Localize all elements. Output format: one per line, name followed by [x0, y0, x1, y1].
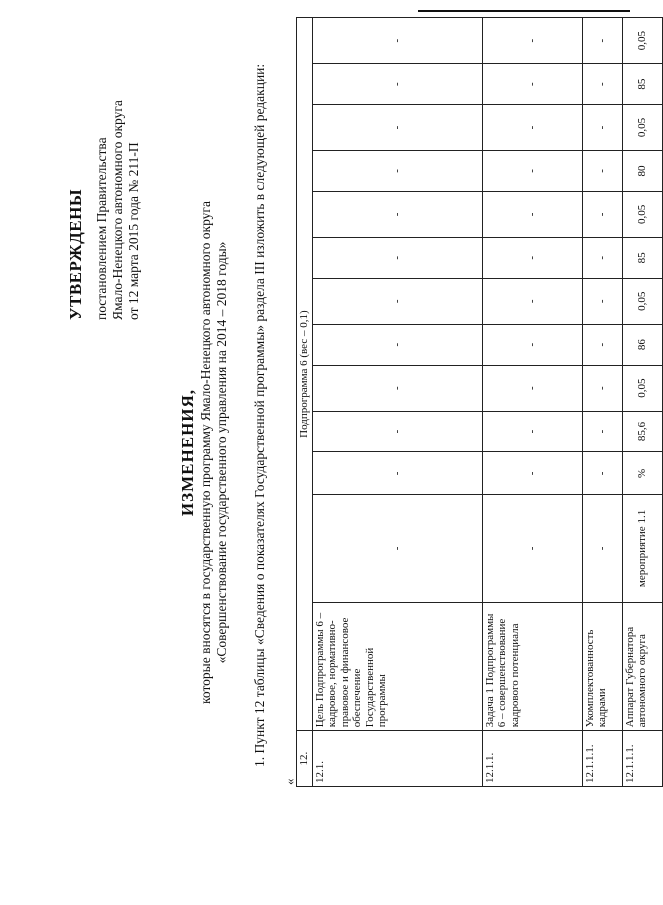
table-row: [622, 18, 662, 787]
table-row: [582, 18, 622, 787]
table-cell: -: [582, 324, 622, 365]
table-cell: -: [312, 495, 482, 602]
table-cell: -: [482, 191, 582, 237]
table-row: [482, 18, 582, 787]
table-cell: 0,05: [622, 104, 662, 150]
table-cell: -: [582, 411, 622, 452]
approved-heading: УТВЕРЖДЕНЫ: [66, 188, 85, 320]
indicator-name: Укомплектованность кадрами: [582, 602, 622, 731]
table-cell: -: [482, 452, 582, 495]
table-cell: -: [312, 278, 482, 324]
table-cell: 86: [622, 324, 662, 365]
table-cell: -: [482, 151, 582, 192]
row-number: 12.1.1.: [482, 731, 582, 787]
table-cell: -: [482, 324, 582, 365]
indicators-table: [296, 17, 663, 787]
table-cell: -: [582, 64, 622, 105]
row-number: 12.1.: [312, 731, 482, 787]
table-cell: 80: [622, 151, 662, 192]
table-cell: 0,05: [622, 278, 662, 324]
table-cell: -: [582, 104, 622, 150]
table-cell: -: [312, 18, 482, 64]
table-cell: -: [482, 18, 582, 64]
indicator-name: Цель Подпрограммы 6 – кадровое, нормативно-правовое и финансовое обеспечение Государственной программы: [312, 602, 482, 731]
decree-line: Ямало-Ненецкого автономного округа: [110, 100, 125, 320]
indicator-name: Задача 1 Подпрограммы 6 – совершенствование кадрового потенциала: [482, 602, 582, 731]
table-cell: -: [312, 411, 482, 452]
table-cell: -: [312, 365, 482, 411]
opening-quote: «: [282, 778, 297, 785]
table-cell: -: [312, 191, 482, 237]
table-cell: 85: [622, 64, 662, 105]
table-cell: -: [312, 324, 482, 365]
indicator-name: Аппарат Губернатора автономного округа: [622, 602, 662, 731]
table-cell: -: [482, 365, 582, 411]
table-row: [312, 18, 482, 787]
table-cell: -: [582, 18, 622, 64]
decree-line: от 12 марта 2015 года № 211-П: [126, 142, 141, 320]
table-cell: -: [482, 411, 582, 452]
table-cell: -: [312, 64, 482, 105]
table-cell: -: [312, 151, 482, 192]
section-title: Подпрограмма 6 (вес – 0,1): [297, 18, 313, 731]
table-cell: -: [482, 495, 582, 602]
table-cell: -: [482, 104, 582, 150]
table-cell: -: [582, 278, 622, 324]
table-cell: -: [312, 104, 482, 150]
decree-reference: [94, 100, 142, 320]
table-cell: 0,05: [622, 365, 662, 411]
table-cell: -: [582, 151, 622, 192]
subtitle-line: которые вносятся в государственную программу Ямало-Ненецкого автономного округа: [198, 201, 213, 704]
table-cell: -: [582, 452, 622, 495]
row-number: 12.1.1.1.: [582, 731, 622, 787]
decree-line: постановлением Правительства: [94, 137, 109, 320]
table-cell: 85: [622, 237, 662, 278]
table-cell: -: [482, 237, 582, 278]
amendment-text: 1. Пункт 12 таблицы «Сведения о показателях Государственной программы» раздела III изложить в следующей редакции:: [252, 63, 267, 767]
table-cell: 0,05: [622, 18, 662, 64]
document-title: ИЗМЕНЕНИЯ,: [178, 388, 197, 517]
table-cell: -: [482, 64, 582, 105]
table-cell: мероприятие 1.1: [622, 495, 662, 602]
table-cell: -: [582, 365, 622, 411]
row-number: 12.: [297, 731, 313, 787]
table-cell: -: [482, 278, 582, 324]
table-row: [297, 18, 313, 787]
row-number: 12.1.1.1.: [622, 731, 662, 787]
table-cell: -: [582, 237, 622, 278]
table-cell: -: [312, 237, 482, 278]
table-cell: -: [312, 452, 482, 495]
table-cell: 85,6: [622, 411, 662, 452]
amendment-paragraph: [252, 25, 267, 785]
table-cell: %: [622, 452, 662, 495]
document-subtitle: [198, 0, 230, 905]
table-cell: -: [582, 191, 622, 237]
table-cell: 0,05: [622, 191, 662, 237]
table-cell: -: [582, 495, 622, 602]
subtitle-line: «Совершенствование государственного управления на 2014 – 2018 годы»: [214, 241, 229, 664]
